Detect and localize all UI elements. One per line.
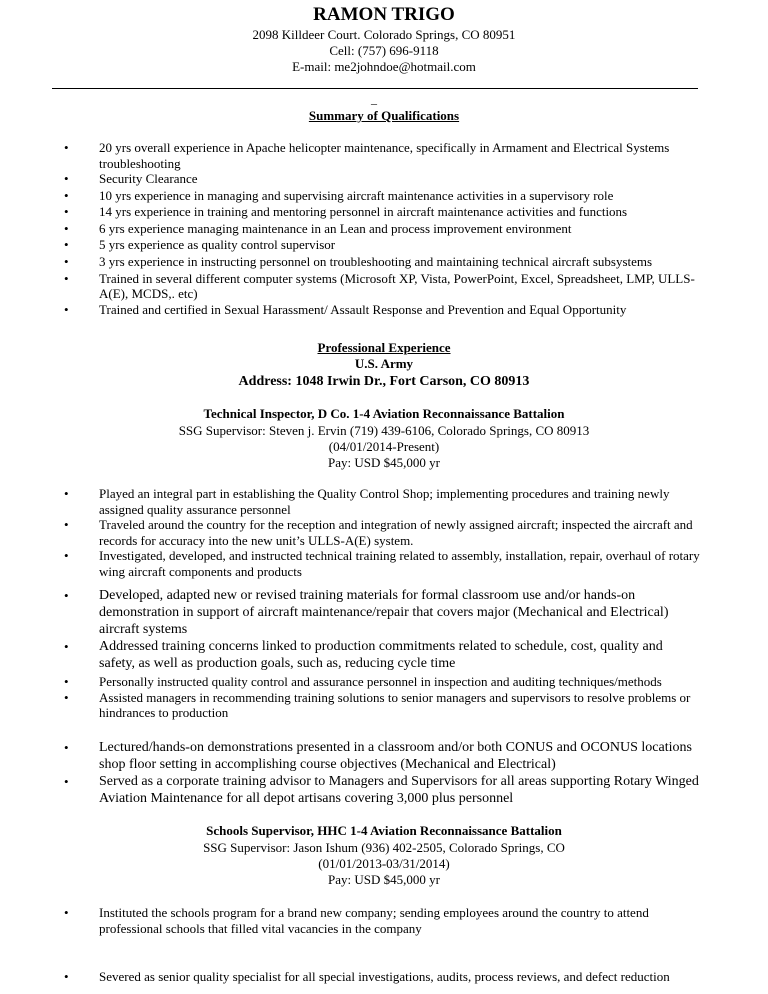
job-duties-list-3 [0,739,768,807]
job-duties-list [0,969,768,985]
summary-item: • 14 yrs experience in training and mentoring personnel in aircraft maintenance activities and functions [0,204,768,221]
job-title: Schools Supervisor, HHC 1-4 Aviation Reconnaissance Battalion [206,823,562,838]
contact-address: 2098 Killdeer Court. Colorado Springs, CO 80951 [252,27,516,42]
summary-heading: Summary of Qualifications [308,108,460,123]
employer-address: Address: 1048 Irwin Dr., Fort Carson, CO 80913 [238,374,530,389]
summary-item: • Security Clearance [0,171,768,188]
summary-item: • Trained in several different computer systems (Microsoft XP, Vista, PowerPoint, Excel, Spreadsheet, LMP, ULLS-A(E), MCDS,. etc) [0,271,768,302]
duty-item: • Investigated, developed, and instructed technical training related to assembly, installation, repair, overhaul of rotary wing aircraft components and products [0,548,768,579]
contact-cell: Cell: (757) 696-9118 [329,43,439,58]
employer-name: U.S. Army [354,356,414,371]
contact-email: E-mail: me2johndoe@hotmail.com [292,59,476,74]
duty-item: • Personally instructed quality control and assurance personnel in inspection and auditing techniques/methods [0,674,768,690]
job-supervisor: SSG Supervisor: Steven j. Ervin (719) 439-6106, Colorado Springs, CO 80913 [178,423,590,438]
job-duties-list-large [0,587,768,672]
summary-item: • 3 yrs experience in instructing personnel on troubleshooting and maintaining technical aircraft subsystems [0,254,768,271]
summary-item: • Trained and certified in Sexual Harassment/ Assault Response and Prevention and Equal Opportunity [0,302,768,319]
job-duties-list [0,486,768,579]
summary-item: • 20 yrs overall experience in Apache helicopter maintenance, specifically in Armament and Electrical Systems troubleshooting [0,140,768,171]
resume-name: RAMON TRIGO [313,4,455,25]
summary-item: • 10 yrs experience in managing and supervising aircraft maintenance activities in a supervisory role [0,188,768,205]
summary-list [0,140,768,318]
duty-item: • Served as a corporate training advisor to Managers and Supervisors for all areas supporting Rotary Winged Aviation Maintenance for all depot artisans covering 3,000 plus personnel [0,773,768,807]
duty-item: • Lectured/hands-on demonstrations presented in a classroom and/or both CONUS and OCONUS locations shop floor setting in accomplishing course objectives (Mechanical and Electrical) [0,739,768,773]
job-dates: (01/01/2013-03/31/2014) [318,856,450,871]
job-duties-list-2 [0,674,768,721]
header-divider [52,88,698,89]
job-title: Technical Inspector, D Co. 1-4 Aviation Reconnaissance Battalion [203,406,565,421]
job-dates: (04/01/2014-Present) [328,439,440,454]
job-duties-list [0,905,768,936]
header-divider-dash: _ [371,92,377,106]
duty-item: • Played an integral part in establishing the Quality Control Shop; implementing procedures and training newly assigned quality assurance personnel [0,486,768,517]
duty-item: • Traveled around the country for the reception and integration of newly assigned aircraft; inspected the aircraft and records for accuracy into the new unit’s ULLS-A(E) system. [0,517,768,548]
experience-heading: Professional Experience [317,340,451,355]
summary-item: • 5 yrs experience as quality control supervisor [0,237,768,254]
duty-item: • Assisted managers in recommending training solutions to senior managers and supervisors to resolve problems or hindrances to production [0,690,768,721]
job-pay: Pay: USD $45,000 yr [328,872,440,887]
duty-item: • Addressed training concerns linked to production commitments related to schedule, cost, quality and safety, as well as production goals, such as, reducing cycle time [0,638,768,672]
duty-item: • Severed as senior quality specialist for all special investigations, audits, process reviews, and defect reduction [0,969,768,985]
duty-item: • Instituted the schools program for a brand new company; sending employees around the country to attend professional schools that filled vital vacancies in the company [0,905,768,936]
job-supervisor: SSG Supervisor: Jason Ishum (936) 402-2505, Colorado Springs, CO [203,840,565,855]
duty-item: • Developed, adapted new or revised training materials for formal classroom use and/or hands-on demonstration in support of aircraft maintenance/repair that covers major (Mechanical and Electrical) aircraft systems [0,587,768,638]
summary-item: • 6 yrs experience managing maintenance in an Lean and process improvement environment [0,221,768,238]
job-pay: Pay: USD $45,000 yr [328,455,440,470]
